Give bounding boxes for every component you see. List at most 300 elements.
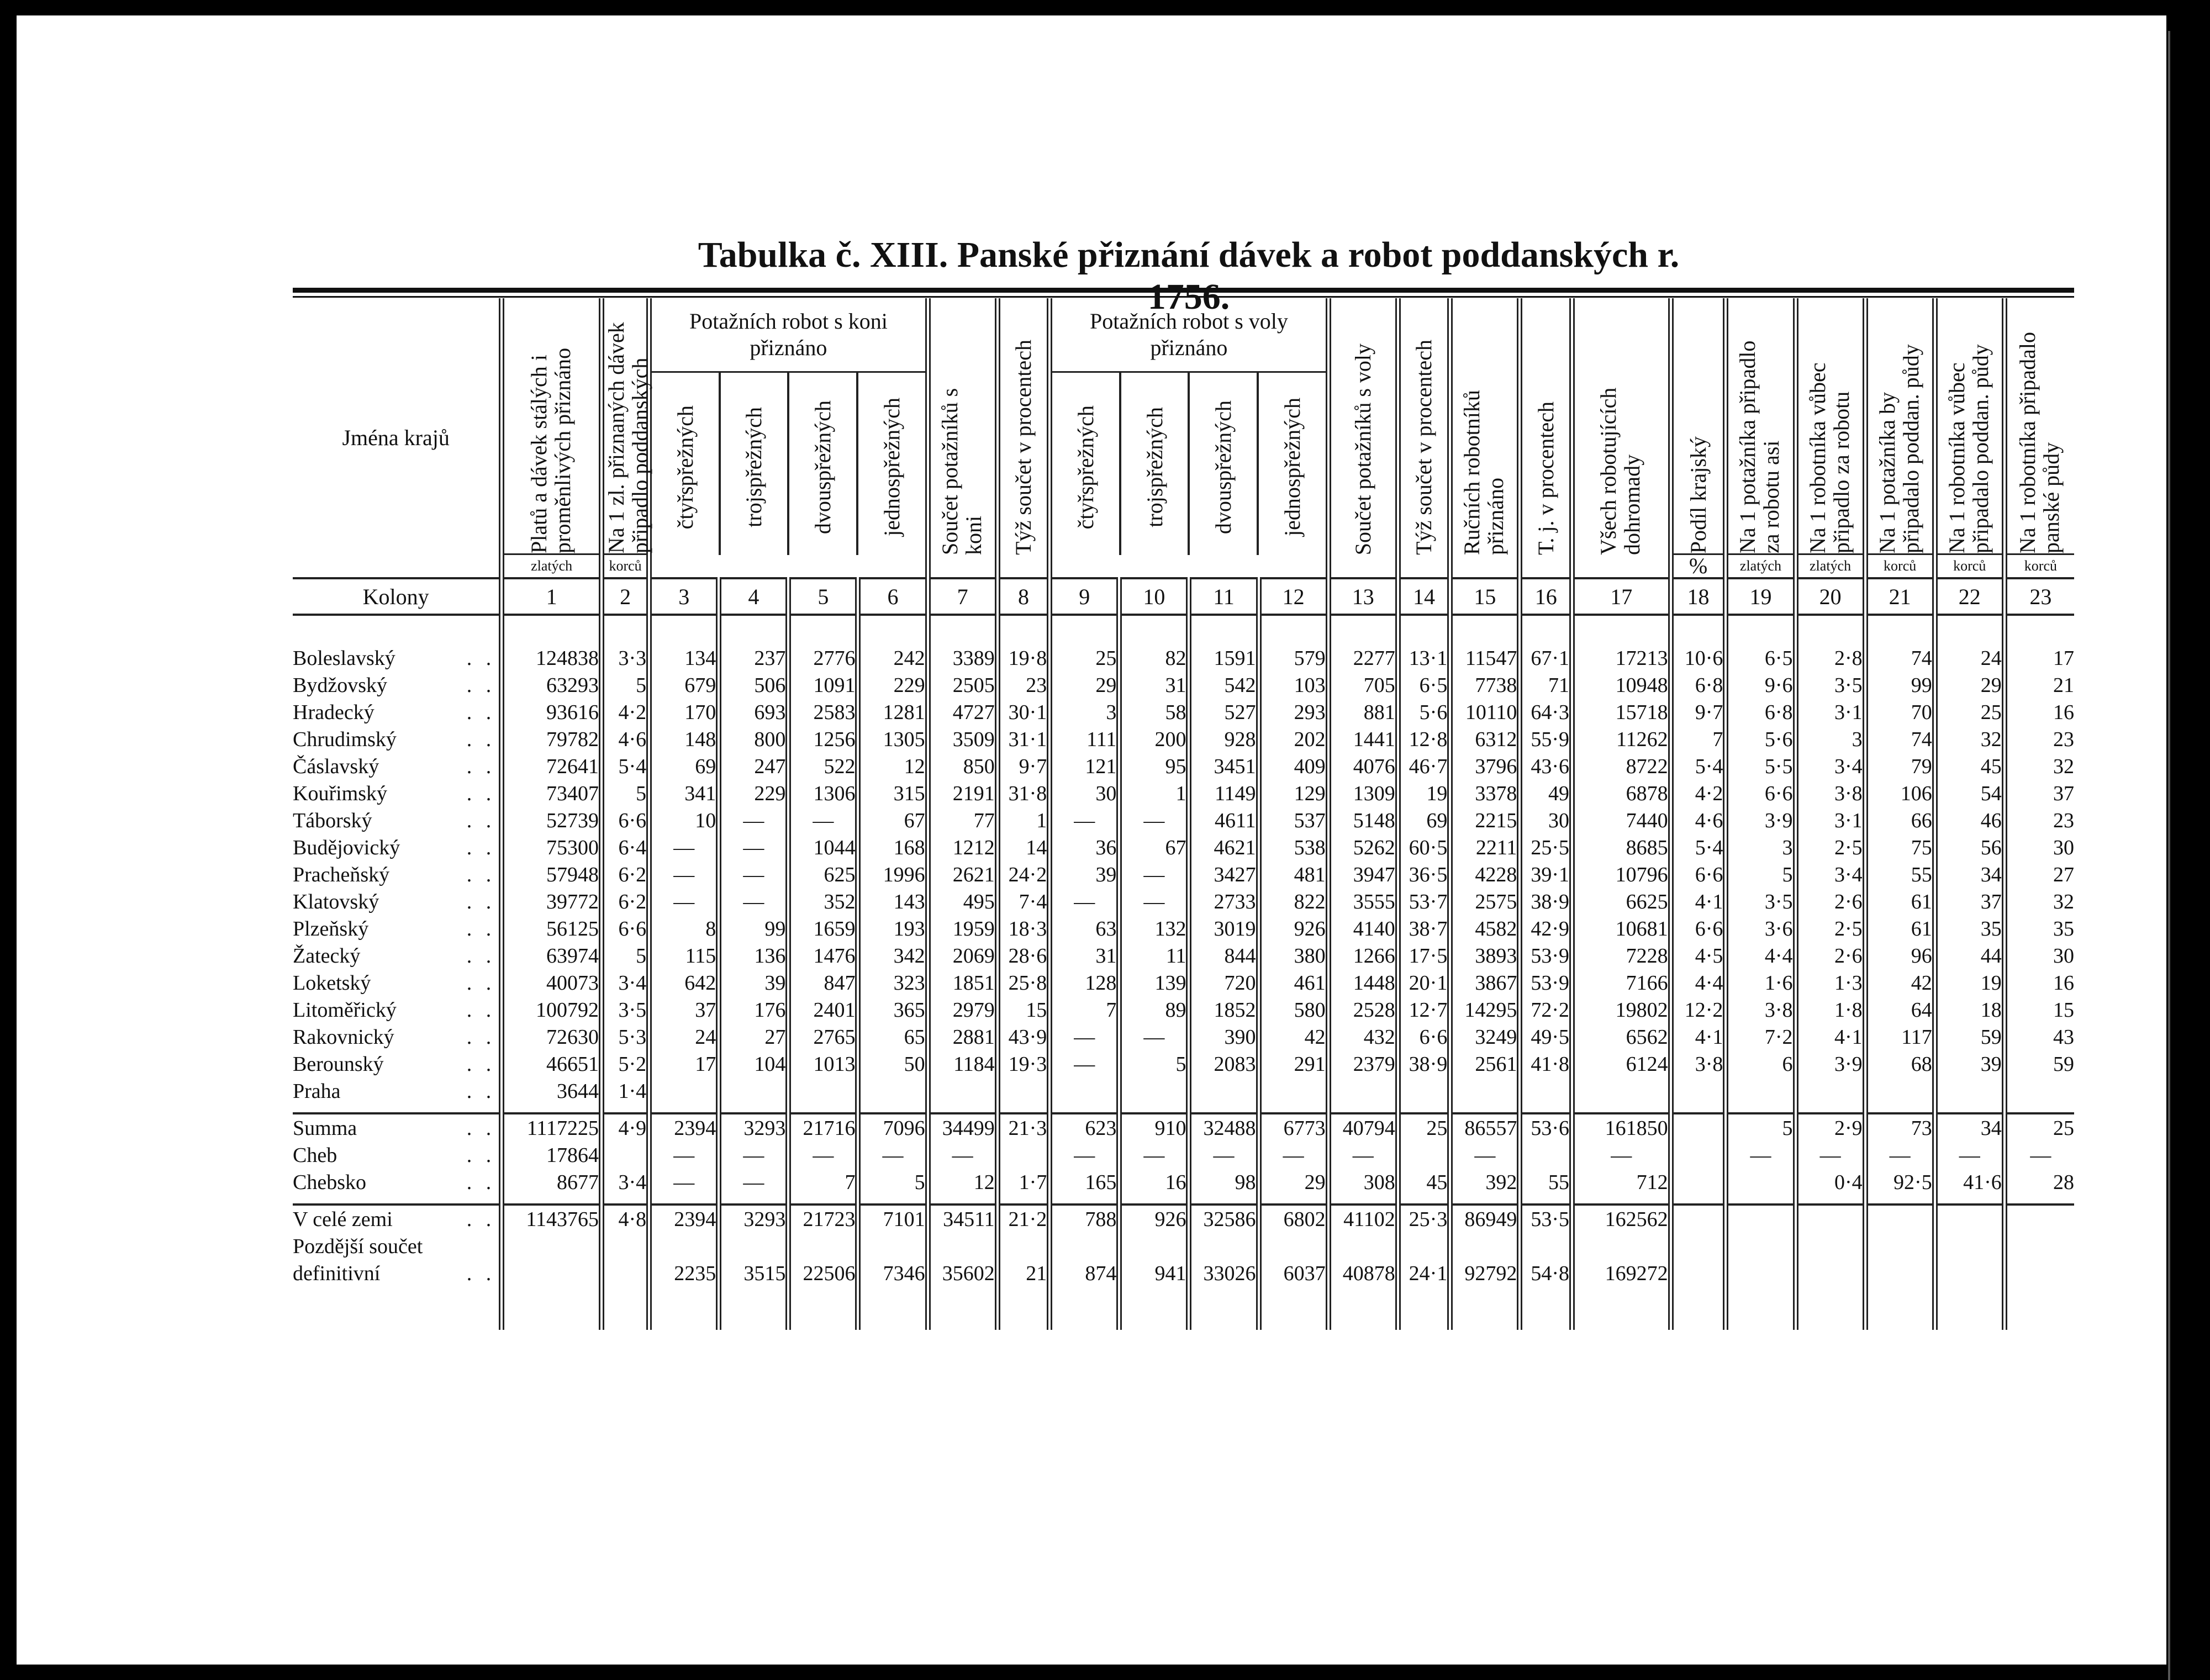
cell-col-12: 6773 bbox=[1259, 1113, 1328, 1142]
region-name: Hradecký . . bbox=[293, 700, 496, 724]
cell-col-22: 59 bbox=[1935, 1023, 2005, 1050]
cell-col-10: 67 bbox=[1119, 834, 1189, 861]
cell-col-8: 43·9 bbox=[998, 1023, 1050, 1050]
cell-col-17: 11262 bbox=[1572, 726, 1671, 753]
cell-col-22: 35 bbox=[1935, 915, 2005, 942]
table-row bbox=[293, 699, 2074, 726]
cell-col-17: 6562 bbox=[1572, 1023, 1671, 1050]
table-title: Tabulka č. XIII. Panské přiznání dávek a robot poddanských r. bbox=[698, 235, 1680, 275]
cell-col-15: — bbox=[1450, 1142, 1520, 1169]
cell-col-9: 63 bbox=[1049, 915, 1119, 942]
cell-col-21: 96 bbox=[1865, 942, 1935, 969]
table-row bbox=[293, 726, 2074, 753]
header-col-1: Platů a dávek stálých i proměnlivých přiznáno zlatých bbox=[502, 298, 602, 578]
cell-col-11: 2733 bbox=[1189, 888, 1258, 915]
cell-col-5: 625 bbox=[788, 861, 858, 888]
header-group-koni: Potažních robot s koni přiznáno čtyřspřežných trojspřežných dvouspřežných jednospřežných bbox=[649, 298, 927, 578]
header-col-15: Ručních robotníků přiznáno bbox=[1450, 298, 1520, 578]
cell-col-21 bbox=[1865, 1204, 1935, 1233]
cell-col-17: 7440 bbox=[1572, 807, 1671, 834]
cell-col-6: 50 bbox=[858, 1050, 927, 1077]
header-col-8: Týž součet v procentech bbox=[998, 298, 1050, 578]
cell-col-21: 117 bbox=[1865, 1023, 1935, 1050]
cell-col-4 bbox=[719, 1077, 788, 1105]
cell-col-19 bbox=[1726, 1233, 1795, 1260]
page-edge bbox=[2168, 31, 2170, 1680]
cell-col-14 bbox=[1398, 1142, 1451, 1169]
cell-col-4: 247 bbox=[719, 753, 788, 780]
cell-col-6: 168 bbox=[858, 834, 927, 861]
kolony-4: 4 bbox=[719, 578, 788, 615]
cell-col-14: 6·6 bbox=[1398, 1023, 1451, 1050]
cell-col-6: 193 bbox=[858, 915, 927, 942]
cell-col-9: 128 bbox=[1049, 969, 1119, 996]
kolony-17: 17 bbox=[1572, 578, 1671, 615]
cell-col-21: 61 bbox=[1865, 888, 1935, 915]
cell-col-15: 3796 bbox=[1450, 753, 1520, 780]
cell-col-1: 1117225 bbox=[502, 1113, 602, 1142]
region-name: Kouřimský . . bbox=[293, 781, 496, 805]
cell-col-13: 2528 bbox=[1328, 996, 1398, 1023]
cell-col-18: 4·1 bbox=[1671, 1023, 1726, 1050]
cell-col-22: 56 bbox=[1935, 834, 2005, 861]
cell-col-12 bbox=[1259, 1233, 1328, 1260]
cell-col-19: 6·6 bbox=[1726, 780, 1795, 807]
cell-col-19: 5·5 bbox=[1726, 753, 1795, 780]
cell-col-6 bbox=[858, 1233, 927, 1260]
cell-col-10: 89 bbox=[1119, 996, 1189, 1023]
cell-col-15: 7738 bbox=[1450, 672, 1520, 699]
cell-col-9: 121 bbox=[1049, 753, 1119, 780]
cell-col-10: — bbox=[1119, 861, 1189, 888]
cell-col-19: 5 bbox=[1726, 861, 1795, 888]
cell-col-7: 12 bbox=[928, 1169, 998, 1196]
cell-col-6: 7096 bbox=[858, 1113, 927, 1142]
unit-col-1: zlatých bbox=[504, 553, 599, 577]
cell-col-15: 4228 bbox=[1450, 861, 1520, 888]
cell-col-12: 537 bbox=[1259, 807, 1328, 834]
cell-col-23: 23 bbox=[2005, 726, 2074, 753]
cell-col-14: 12·7 bbox=[1398, 996, 1451, 1023]
region-name: Táborský . . bbox=[293, 809, 496, 832]
header-col-10: trojspřežných bbox=[1119, 373, 1188, 555]
cell-col-13: 3947 bbox=[1328, 861, 1398, 888]
data-table bbox=[293, 298, 2074, 1330]
total-row bbox=[293, 1260, 2074, 1287]
cell-col-22 bbox=[1935, 1204, 2005, 1233]
region-name: Chebsko . . bbox=[293, 1170, 496, 1194]
cell-col-12: 579 bbox=[1259, 644, 1328, 672]
cell-col-15: 2211 bbox=[1450, 834, 1520, 861]
cell-col-11: 720 bbox=[1189, 969, 1258, 996]
cell-col-8: 25·8 bbox=[998, 969, 1050, 996]
cell-col-19 bbox=[1726, 1169, 1795, 1196]
cell-col-9: 25 bbox=[1049, 644, 1119, 672]
cell-col-23 bbox=[2005, 1260, 2074, 1287]
cell-col-2: 3·4 bbox=[602, 969, 649, 996]
cell-col-1: 17864 bbox=[502, 1142, 602, 1169]
cell-col-3: 24 bbox=[649, 1023, 719, 1050]
cell-col-2: 5 bbox=[602, 942, 649, 969]
cell-col-7: 2881 bbox=[928, 1023, 998, 1050]
cell-col-11: 2083 bbox=[1189, 1050, 1258, 1077]
cell-col-12: 6037 bbox=[1259, 1260, 1328, 1287]
header-col-9: čtyřspřežných bbox=[1073, 405, 1098, 530]
header-col-3: čtyřspřežných bbox=[672, 405, 698, 530]
cell-col-5: 1306 bbox=[788, 780, 858, 807]
cell-col-14 bbox=[1398, 1077, 1451, 1105]
cell-col-21: 74 bbox=[1865, 644, 1935, 672]
header-col-5: dvouspřežných bbox=[787, 373, 856, 555]
cell-col-5: 7 bbox=[788, 1169, 858, 1196]
cell-col-20: 3·1 bbox=[1796, 699, 1865, 726]
cell-col-4 bbox=[719, 1233, 788, 1260]
kolony-6: 6 bbox=[858, 578, 927, 615]
cell-col-8: 23 bbox=[998, 672, 1050, 699]
cell-col-19: 5·6 bbox=[1726, 726, 1795, 753]
table-row bbox=[293, 1050, 2074, 1077]
cell-col-4: 693 bbox=[719, 699, 788, 726]
cell-col-10: 16 bbox=[1119, 1169, 1189, 1196]
top-rule-thin bbox=[293, 296, 2074, 298]
cell-col-18: 3·8 bbox=[1671, 1050, 1726, 1077]
cell-col-10: 58 bbox=[1119, 699, 1189, 726]
cell-col-9: 7 bbox=[1049, 996, 1119, 1023]
cell-col-3: 2235 bbox=[649, 1260, 719, 1287]
cell-col-6: 365 bbox=[858, 996, 927, 1023]
cell-col-12: 129 bbox=[1259, 780, 1328, 807]
kolony-8: 8 bbox=[998, 578, 1050, 615]
region-name: Bydžovský . . bbox=[293, 673, 496, 697]
cell-col-20: 3·9 bbox=[1796, 1050, 1865, 1077]
cell-col-5: 1091 bbox=[788, 672, 858, 699]
cell-col-16: 42·9 bbox=[1520, 915, 1572, 942]
cell-col-19: 5 bbox=[1726, 1113, 1795, 1142]
cell-col-13: 40878 bbox=[1328, 1260, 1398, 1287]
cell-col-2 bbox=[602, 1233, 649, 1260]
cell-col-2: 6·6 bbox=[602, 807, 649, 834]
cell-col-7: 3509 bbox=[928, 726, 998, 753]
cell-col-7 bbox=[928, 1077, 998, 1105]
cell-col-11 bbox=[1189, 1233, 1258, 1260]
cell-col-20: 2·6 bbox=[1796, 888, 1865, 915]
unit-col-23: korců bbox=[2007, 553, 2074, 577]
kolony-23: 23 bbox=[2005, 578, 2074, 615]
cell-col-9: — bbox=[1049, 888, 1119, 915]
cell-col-17: 161850 bbox=[1572, 1113, 1671, 1142]
cell-col-20: 0·4 bbox=[1796, 1169, 1865, 1196]
cell-col-13: 40794 bbox=[1328, 1113, 1398, 1142]
cell-col-13: 881 bbox=[1328, 699, 1398, 726]
cell-col-12: 202 bbox=[1259, 726, 1328, 753]
cell-col-14: 19 bbox=[1398, 780, 1451, 807]
kolony-15: 15 bbox=[1450, 578, 1520, 615]
kolony-5: 5 bbox=[788, 578, 858, 615]
cell-col-3: 2394 bbox=[649, 1204, 719, 1233]
cell-col-17: 17213 bbox=[1572, 644, 1671, 672]
cell-col-23: 21 bbox=[2005, 672, 2074, 699]
cell-col-14: 45 bbox=[1398, 1169, 1451, 1196]
cell-col-19: 1·6 bbox=[1726, 969, 1795, 996]
kolony-14: 14 bbox=[1398, 578, 1451, 615]
header-col-18: Podíl krajský % bbox=[1671, 298, 1726, 578]
cell-col-22: 45 bbox=[1935, 753, 2005, 780]
cell-col-1: 124838 bbox=[502, 644, 602, 672]
cell-col-21: 42 bbox=[1865, 969, 1935, 996]
cell-col-9: 111 bbox=[1049, 726, 1119, 753]
cell-col-2: 6·4 bbox=[602, 834, 649, 861]
header-col-19: Na 1 potažníka připadlo za robotu asi zlatých bbox=[1726, 298, 1795, 578]
header-col-22: Na 1 robotníka vůbec připadalo poddan. půdy korců bbox=[1935, 298, 2005, 578]
cell-col-15: 2215 bbox=[1450, 807, 1520, 834]
cell-col-21: 68 bbox=[1865, 1050, 1935, 1077]
cell-col-3 bbox=[649, 1077, 719, 1105]
cell-col-6: 67 bbox=[858, 807, 927, 834]
cell-col-20: 3·5 bbox=[1796, 672, 1865, 699]
cell-col-1: 72630 bbox=[502, 1023, 602, 1050]
cell-col-22: 32 bbox=[1935, 726, 2005, 753]
cell-col-11: 390 bbox=[1189, 1023, 1258, 1050]
cell-col-18: 7 bbox=[1671, 726, 1726, 753]
region-name: Praha . . bbox=[293, 1079, 496, 1103]
cell-col-5 bbox=[788, 1077, 858, 1105]
cell-col-5: 2776 bbox=[788, 644, 858, 672]
cell-col-18: 6·6 bbox=[1671, 915, 1726, 942]
cell-col-7: — bbox=[928, 1142, 998, 1169]
region-name: Klatovský . . bbox=[293, 890, 496, 913]
cell-col-23 bbox=[2005, 1233, 2074, 1260]
cell-col-14: 38·9 bbox=[1398, 1050, 1451, 1077]
kolony-12: 12 bbox=[1259, 578, 1328, 615]
cell-col-3: 679 bbox=[649, 672, 719, 699]
cell-col-18: 4·6 bbox=[1671, 807, 1726, 834]
cell-col-21 bbox=[1865, 1077, 1935, 1105]
cell-col-12: 481 bbox=[1259, 861, 1328, 888]
header-row bbox=[293, 298, 2074, 578]
cell-col-9: — bbox=[1049, 1023, 1119, 1050]
cell-col-5: 522 bbox=[788, 753, 858, 780]
cell-col-7: 1184 bbox=[928, 1050, 998, 1077]
header-col-4: trojspřežných bbox=[719, 373, 788, 555]
cell-col-12: 103 bbox=[1259, 672, 1328, 699]
cell-col-5: — bbox=[788, 807, 858, 834]
cell-col-14: 5·6 bbox=[1398, 699, 1451, 726]
cell-col-21: — bbox=[1865, 1142, 1935, 1169]
kolony-20: 20 bbox=[1796, 578, 1865, 615]
cell-col-22: 46 bbox=[1935, 807, 2005, 834]
cell-col-1: 57948 bbox=[502, 861, 602, 888]
cell-col-15: 11547 bbox=[1450, 644, 1520, 672]
region-name: Pozdější součet bbox=[293, 1234, 423, 1258]
cell-col-15: 86949 bbox=[1450, 1204, 1520, 1233]
cell-col-23: 30 bbox=[2005, 942, 2074, 969]
region-name: Rakovnický . . bbox=[293, 1025, 496, 1049]
cell-col-18 bbox=[1671, 1260, 1726, 1287]
cell-col-1: 73407 bbox=[502, 780, 602, 807]
cell-col-8: 7·4 bbox=[998, 888, 1050, 915]
cell-col-15: 4582 bbox=[1450, 915, 1520, 942]
table-row bbox=[293, 888, 2074, 915]
cell-col-14: 24·1 bbox=[1398, 1260, 1451, 1287]
cell-col-12: 461 bbox=[1259, 969, 1328, 996]
cell-col-16: 55 bbox=[1520, 1169, 1572, 1196]
cell-col-2: 3·4 bbox=[602, 1169, 649, 1196]
cell-col-14: 25 bbox=[1398, 1113, 1451, 1142]
table-row bbox=[293, 942, 2074, 969]
cell-col-18: 12·2 bbox=[1671, 996, 1726, 1023]
cell-col-3: — bbox=[649, 888, 719, 915]
cell-col-3: 170 bbox=[649, 699, 719, 726]
cell-col-2: 4·8 bbox=[602, 1204, 649, 1233]
cell-col-20: 2·9 bbox=[1796, 1113, 1865, 1142]
cell-col-18: 5·4 bbox=[1671, 834, 1726, 861]
table-row bbox=[293, 1023, 2074, 1050]
total-row bbox=[293, 1233, 2074, 1260]
cell-col-1: 100792 bbox=[502, 996, 602, 1023]
cell-col-1: 40073 bbox=[502, 969, 602, 996]
cell-col-2: 4·2 bbox=[602, 699, 649, 726]
cell-col-18: 6·8 bbox=[1671, 672, 1726, 699]
cell-col-20: 3·4 bbox=[1796, 861, 1865, 888]
cell-col-3: 17 bbox=[649, 1050, 719, 1077]
cell-col-8: 21·3 bbox=[998, 1113, 1050, 1142]
cell-col-21 bbox=[1865, 1233, 1935, 1260]
cell-col-7: 2191 bbox=[928, 780, 998, 807]
cell-col-4: 27 bbox=[719, 1023, 788, 1050]
cell-col-20: 1·8 bbox=[1796, 996, 1865, 1023]
cell-col-15: 14295 bbox=[1450, 996, 1520, 1023]
cell-col-13: 5262 bbox=[1328, 834, 1398, 861]
cell-col-16: 39·1 bbox=[1520, 861, 1572, 888]
cell-col-7: 2505 bbox=[928, 672, 998, 699]
unit-col-19: zlatých bbox=[1728, 553, 1792, 577]
cell-col-4: 506 bbox=[719, 672, 788, 699]
cell-col-11: 33026 bbox=[1189, 1260, 1258, 1287]
cell-col-20: 3 bbox=[1796, 726, 1865, 753]
kolony-18: 18 bbox=[1671, 578, 1726, 615]
cell-col-13: 5148 bbox=[1328, 807, 1398, 834]
cell-col-8: 28·6 bbox=[998, 942, 1050, 969]
cell-col-22: 29 bbox=[1935, 672, 2005, 699]
cell-col-14: 60·5 bbox=[1398, 834, 1451, 861]
cell-col-4: 39 bbox=[719, 969, 788, 996]
cell-col-2: 3·5 bbox=[602, 996, 649, 1023]
cell-col-12: 822 bbox=[1259, 888, 1328, 915]
cell-col-4: 237 bbox=[719, 644, 788, 672]
cell-col-18: 4·1 bbox=[1671, 888, 1726, 915]
cell-col-8: 19·8 bbox=[998, 644, 1050, 672]
kolony-10: 10 bbox=[1119, 578, 1189, 615]
cell-col-7: 34499 bbox=[928, 1113, 998, 1142]
kolony-row bbox=[293, 578, 2074, 615]
cell-col-2: 6·6 bbox=[602, 915, 649, 942]
table-row bbox=[293, 969, 2074, 996]
cell-col-23: 27 bbox=[2005, 861, 2074, 888]
cell-col-21: 55 bbox=[1865, 861, 1935, 888]
cell-col-10: 200 bbox=[1119, 726, 1189, 753]
cell-col-2: 5 bbox=[602, 672, 649, 699]
cell-col-17: 162562 bbox=[1572, 1204, 1671, 1233]
cell-col-17: 7228 bbox=[1572, 942, 1671, 969]
cell-col-4: 136 bbox=[719, 942, 788, 969]
cell-col-2: 5·4 bbox=[602, 753, 649, 780]
cell-col-21: 92·5 bbox=[1865, 1169, 1935, 1196]
top-rule bbox=[293, 288, 2074, 293]
region-name: Chrudimský . . bbox=[293, 727, 496, 751]
cell-col-10: — bbox=[1119, 1142, 1189, 1169]
cell-col-7: 4727 bbox=[928, 699, 998, 726]
cell-col-22: 34 bbox=[1935, 861, 2005, 888]
cell-col-7: 1212 bbox=[928, 834, 998, 861]
cell-col-17: 10948 bbox=[1572, 672, 1671, 699]
cell-col-18: 4·5 bbox=[1671, 942, 1726, 969]
cell-col-1: 72641 bbox=[502, 753, 602, 780]
header-col-12: jednospřežných bbox=[1257, 373, 1326, 555]
region-name: Litoměřický . . bbox=[293, 998, 496, 1022]
kolony-1: 1 bbox=[502, 578, 602, 615]
cell-col-12: 380 bbox=[1259, 942, 1328, 969]
spacer-row bbox=[293, 615, 2074, 644]
cell-col-8: 18·3 bbox=[998, 915, 1050, 942]
cell-col-10: 132 bbox=[1119, 915, 1189, 942]
cell-col-17: 10681 bbox=[1572, 915, 1671, 942]
cell-col-23 bbox=[2005, 1077, 2074, 1105]
cell-col-6: 65 bbox=[858, 1023, 927, 1050]
cell-col-20 bbox=[1796, 1077, 1865, 1105]
cell-col-9: — bbox=[1049, 1050, 1119, 1077]
cell-col-7: 2069 bbox=[928, 942, 998, 969]
cell-col-8: 14 bbox=[998, 834, 1050, 861]
cell-col-21: 73 bbox=[1865, 1113, 1935, 1142]
cell-col-10: — bbox=[1119, 1023, 1189, 1050]
cell-col-16: 54·8 bbox=[1520, 1260, 1572, 1287]
table-row bbox=[293, 915, 2074, 942]
cell-col-3 bbox=[649, 1233, 719, 1260]
cell-col-13: 4140 bbox=[1328, 915, 1398, 942]
cell-col-7 bbox=[928, 1233, 998, 1260]
cell-col-6: 7346 bbox=[858, 1260, 927, 1287]
cell-col-22: 37 bbox=[1935, 888, 2005, 915]
cell-col-18 bbox=[1671, 1142, 1726, 1169]
cell-col-13 bbox=[1328, 1077, 1398, 1105]
cell-col-6: 1305 bbox=[858, 726, 927, 753]
cell-col-13 bbox=[1328, 1233, 1398, 1260]
cell-col-20: 2·5 bbox=[1796, 915, 1865, 942]
cell-col-5: 1013 bbox=[788, 1050, 858, 1077]
cell-col-13: 2379 bbox=[1328, 1050, 1398, 1077]
cell-col-7: 34511 bbox=[928, 1204, 998, 1233]
cell-col-6: 1996 bbox=[858, 861, 927, 888]
cell-col-7: 3389 bbox=[928, 644, 998, 672]
cell-col-5: 22506 bbox=[788, 1260, 858, 1287]
cell-col-10: 910 bbox=[1119, 1113, 1189, 1142]
cell-col-15: 3893 bbox=[1450, 942, 1520, 969]
cell-col-19: 3 bbox=[1726, 834, 1795, 861]
cell-col-13: 41102 bbox=[1328, 1204, 1398, 1233]
region-name: Žatecký . . bbox=[293, 944, 496, 968]
cell-col-18: 6·6 bbox=[1671, 861, 1726, 888]
cell-col-21: 74 bbox=[1865, 726, 1935, 753]
cell-col-23: 30 bbox=[2005, 834, 2074, 861]
cell-col-16: 49·5 bbox=[1520, 1023, 1572, 1050]
cell-col-23: 43 bbox=[2005, 1023, 2074, 1050]
cell-col-18: 4·2 bbox=[1671, 780, 1726, 807]
cell-col-6: 7101 bbox=[858, 1204, 927, 1233]
kolony-16: 16 bbox=[1520, 578, 1572, 615]
cell-col-16: 64·3 bbox=[1520, 699, 1572, 726]
cell-col-11: 32586 bbox=[1189, 1204, 1258, 1233]
cell-col-10: 82 bbox=[1119, 644, 1189, 672]
